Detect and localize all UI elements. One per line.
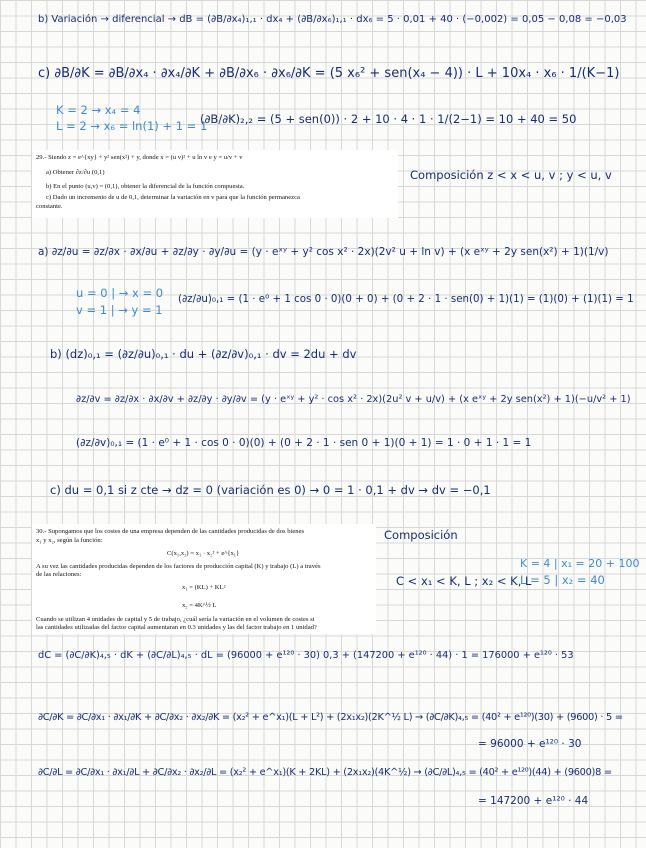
handwritten-line: a) ∂z/∂u = ∂z/∂x · ∂x/∂u + ∂z/∂y · ∂y/∂u = (y · eˣʸ + y² cos x² · 2x)(2v² u + ln v) + (x eˣʸ + 2y sen(x²) + 1)(1/v) bbox=[38, 246, 609, 258]
exercise-30-line: de las relaciones: bbox=[36, 571, 82, 578]
cost-function: C(x₁,x₂) = x₁ · x₂² + e^{x₁} bbox=[167, 550, 240, 557]
exercise-29-line: b) En el punto (u,v) = (0,1), obtener la diferencial de la función compuesta. bbox=[46, 183, 245, 190]
handwritten-line: = 147200 + e¹²⁰ · 44 bbox=[478, 795, 589, 807]
handwritten-line: K = 2 → x₄ = 4 bbox=[56, 103, 141, 117]
exercise-29-line: constante. bbox=[36, 203, 63, 210]
handwritten-line: L = 2 → x₆ = ln(1) + 1 = 1 bbox=[56, 119, 208, 133]
exercise-29-line: 29.- Siendo z = e^{xy} + y² sen(x²) + y, donde x = (u v)² + u ln v e y = u/v + v bbox=[36, 154, 243, 161]
exercise-30-line: Cuando se utilizan 4 unidades de capital y 5 de trabajo, ¿cuál sería la variación en el volumen de costes si bbox=[36, 616, 315, 623]
handwritten-line: C < x₁ < K, L ; x₂ < K, L bbox=[396, 574, 532, 588]
handwritten-line: ∂C/∂L = ∂C/∂x₁ · ∂x₁/∂L + ∂C/∂x₂ · ∂x₂/∂L = (x₂² + e^x₁)(K + 2KL) + (2x₁x₂)(4K^½) → (∂C/∂L)₄,₅ = (40² + e¹²⁰)(44) + (9600)8 = bbox=[38, 767, 612, 778]
handwritten-line: L = 5 | x₂ = 40 bbox=[520, 573, 605, 587]
handwritten-line: = 96000 + e¹²⁰ · 30 bbox=[478, 738, 582, 750]
exercise-29-statement bbox=[32, 150, 398, 218]
handwritten-line: (∂z/∂v)₀,₁ = (1 · e⁰ + 1 · cos 0 · 0)(0) + (0 + 2 · 1 · sen 0 + 1)(0 + 1) = 1 · 0 + 1 · 1 = 1 bbox=[76, 437, 532, 449]
handwritten-line: v = 1 | → y = 1 bbox=[76, 303, 163, 317]
handwritten-line: ∂C/∂K = ∂C/∂x₁ · ∂x₁/∂K + ∂C/∂x₂ · ∂x₂/∂K = (x₂² + e^x₁)(L + L²) + (2x₁x₂)(2K^½ L) → (∂C/∂K)₄,₅ = (40² + e¹²⁰)(30) + (9600) · 5 = bbox=[38, 712, 623, 723]
exercise-30-line: A su vez las cantidades producidas dependen de los factores de producción capital (K) y trabajo (L) a través bbox=[36, 563, 321, 570]
relation-x1: x₁ = (KL) + KL² bbox=[182, 584, 226, 591]
handwritten-line: c) ∂B/∂K = ∂B/∂x₄ · ∂x₄/∂K + ∂B/∂x₆ · ∂x₆/∂K = (5 x₆² + sen(x₄ − 4)) · L + 10x₄ · x₆ · 1/(K−1) bbox=[38, 66, 620, 81]
exercise-30-statement bbox=[32, 524, 376, 634]
exercise-30-line: las cantidades utilizadas del factor capital aumentaran en 0.3 unidades y las del factor trabajo en 1 unidad? bbox=[36, 624, 317, 631]
handwritten-line: Composición bbox=[384, 528, 458, 542]
handwritten-line: b) Variación → diferencial → dB = (∂B/∂x₄)₁,₁ · dx₄ + (∂B/∂x₆)₁,₁ · dx₆ = 5 · 0,01 + 40 · (−0,002) = 0,05 − 0,08 = −0,03 bbox=[38, 14, 627, 25]
handwritten-line: dC = (∂C/∂K)₄,₅ · dK + (∂C/∂L)₄,₅ · dL = (96000 + e¹²⁰ · 30) 0,3 + (147200 + e¹²⁰ · 44) · 1 = 176000 + e¹²⁰ · 53 bbox=[38, 650, 574, 661]
exercise-29-line: a) Obtener ∂z/∂u (0,1) bbox=[46, 169, 105, 176]
handwritten-line: Composición z < x < u, v ; y < u, v bbox=[410, 168, 612, 182]
handwritten-line: K = 4 | x₁ = 20 + 100 bbox=[520, 557, 640, 570]
handwritten-line: (∂B/∂K)₂,₂ = (5 + sen(0)) · 2 + 10 · 4 · 1 · 1/(2−1) = 10 + 40 = 50 bbox=[200, 112, 577, 126]
exercise-30-line: 30.- Supongamos que los costes de una empresa dependen de las cantidades producidas de dos bienes bbox=[36, 528, 305, 535]
handwritten-line: b) (dz)₀,₁ = (∂z/∂u)₀,₁ · du + (∂z/∂v)₀,₁ · dv = 2du + dv bbox=[50, 347, 357, 361]
handwritten-line: c) du = 0,1 si z cte → dz = 0 (variación es 0) → 0 = 1 · 0,1 + dv → dv = −0,1 bbox=[50, 483, 491, 497]
exercise-29-line: c) Dado un incremento de u de 0,1, determinar la variación en v para que la función permanezca bbox=[46, 194, 300, 201]
handwritten-line: ∂z/∂v = ∂z/∂x · ∂x/∂v + ∂z/∂y · ∂y/∂v = (y · eˣʸ + y² · cos x² · 2x)(2u² v + u/v) + (x eˣʸ + 2y sen(x²) + 1)(−u/v² + 1) bbox=[76, 394, 631, 405]
exercise-30-line: x₁ y x₂, según la función: bbox=[36, 537, 103, 544]
handwritten-line: u = 0 | → x = 0 bbox=[76, 286, 164, 300]
handwritten-line: (∂z/∂u)₀,₁ = (1 · e⁰ + 1 cos 0 · 0)(0 + 0) + (0 + 2 · 1 · sen(0) + 1)(1) = (1)(0) + (1)(1) = 1 bbox=[178, 293, 634, 305]
relation-x2: x₂ = 4K^½ L bbox=[182, 602, 217, 609]
